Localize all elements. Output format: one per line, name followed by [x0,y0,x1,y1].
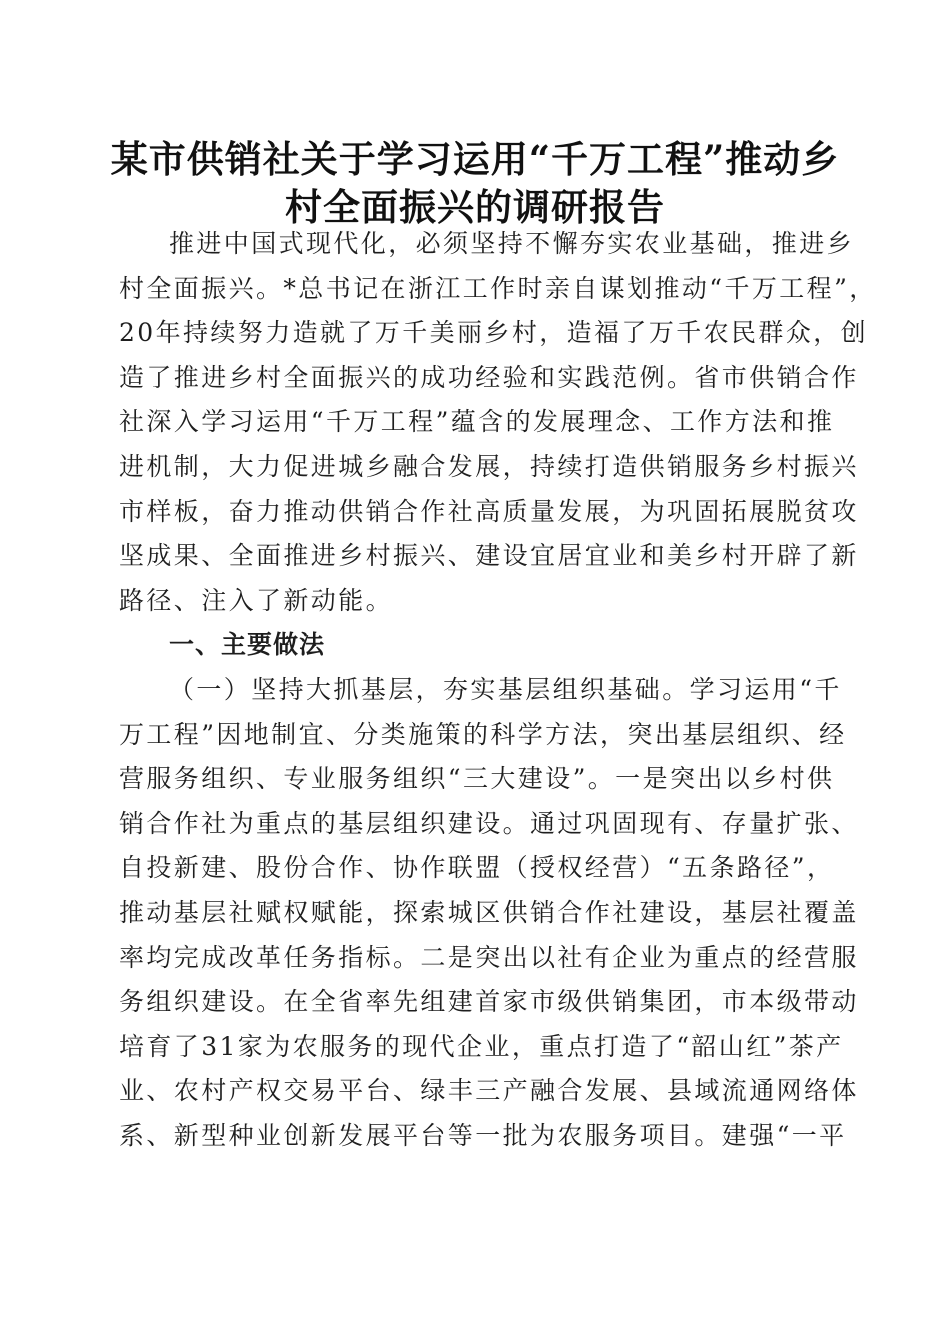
document-body [119,222,877,1158]
title-line: 村全面振兴的调研报告 [285,185,665,229]
intro-line: 推进中国式现代化，必须坚持不懈夯实农业基础，推进乡 [169,229,855,258]
section-line: 销合作社为重点的基层组织建设。通过巩固现有、存量扩张、 [119,808,859,838]
intro-line: 路径、注入了新动能。 [119,585,394,615]
section-line: 系、新型种业创新发展平台等一批为农服务项目。建强“一平 [119,1120,847,1150]
section-line: 务组织建设。在全省率先组建首家市级供销集团，市本级带动 [119,987,859,1017]
section-line: 万工程”因地制宜、分类施策的科学方法，突出基层组织、经 [119,719,847,749]
section-heading: 一、主要做法 [169,630,326,660]
intro-line: 进机制，大力促进城乡融合发展，持续打造供销服务乡村振兴 [119,451,859,481]
section-line: 率均完成改革任务指标。二是突出以社有企业为重点的经营服 [119,942,859,972]
document-title [100,135,850,231]
intro-line: 社深入学习运用“千万工程”蕴含的发展理念、工作方法和推 [119,407,835,437]
section-line: 自投新建、股份合作、协作联盟（授权经营）“五条路径”， [119,853,835,883]
section-line: 培育了31家为农服务的现代企业，重点打造了“韶山红”茶产 [119,1031,844,1061]
title-line: 某市供销社关于学习运用“千万工程”推动乡 [110,137,840,181]
section-line: 推动基层社赋权赋能，探索城区供销合作社建设，基层社覆盖 [119,897,859,927]
intro-line: 坚成果、全面推进乡村振兴、建设宜居宜业和美乡村开辟了新 [119,541,859,571]
section-line: 业、农村产权交易平台、绿丰三产融合发展、县域流通网络体 [119,1076,859,1106]
intro-line: 市样板，奋力推动供销合作社高质量发展，为巩固拓展脱贫攻 [119,496,859,526]
intro-line: 造了推进乡村全面振兴的成功经验和实践范例。省市供销合作 [119,362,859,392]
section-line: （一）坚持大抓基层，夯实基层组织基础。学习运用“千 [169,674,842,704]
intro-line: 村全面振兴。*总书记在浙江工作时亲自谋划推动“千万工程”， [119,273,877,303]
intro-line: 20年持续努力造就了万千美丽乡村，造福了万千农民群众，创 [119,318,869,348]
section-line: 营服务组织、专业服务组织“三大建设”。一是突出以乡村供 [119,764,835,794]
